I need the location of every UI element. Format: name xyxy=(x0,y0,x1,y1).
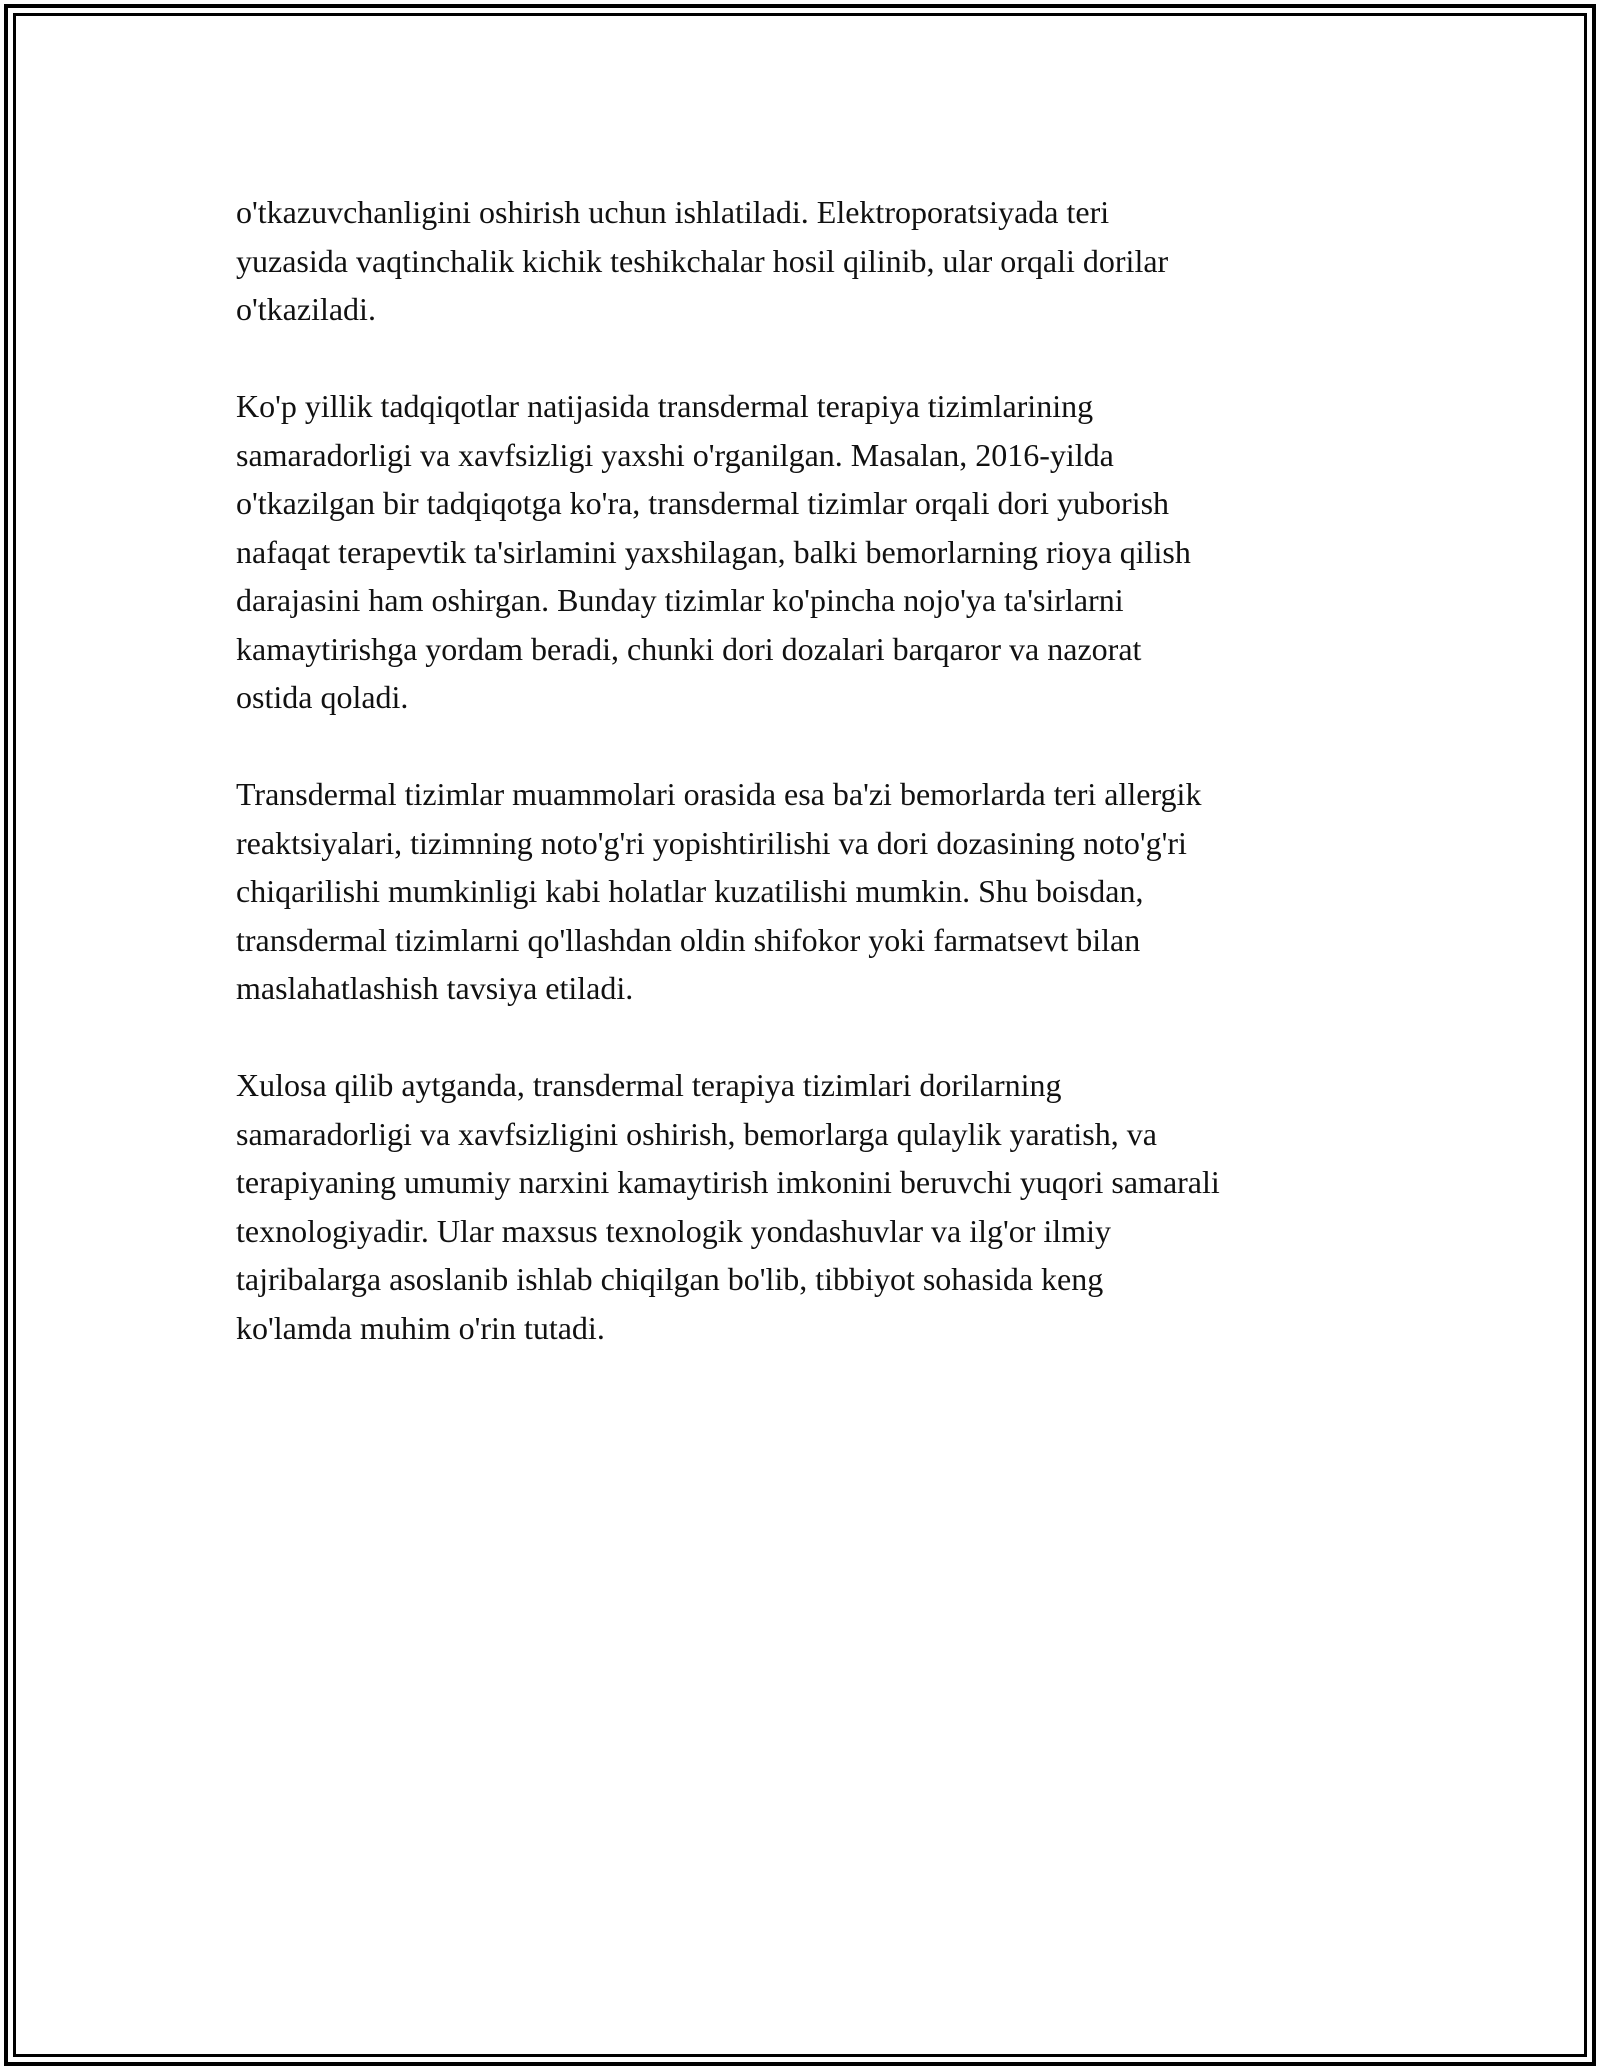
text-line: o'tkaziladi. xyxy=(236,291,376,327)
paragraph-research xyxy=(236,382,1396,722)
text-line: tajribalarga asoslanib ishlab chiqilgan bo'lib, tibbiyot sohasida keng xyxy=(236,1261,1104,1297)
text-line: texnologiyadir. Ular maxsus texnologik yondashuvlar va ilg'or ilmiy xyxy=(236,1212,1111,1249)
text-line: o'tkazuvchanligini oshirish uchun ishlatiladi. Elektroporatsiyada teri xyxy=(236,194,1110,230)
text-line: reaktsiyalari, tizimning noto'g'ri yopishtirilishi va dori dozasining noto'g'ri xyxy=(236,824,1187,861)
text-line: Xulosa qilib aytganda, transdermal terapiya tizimlari dorilarning xyxy=(236,1067,1062,1103)
text-line: darajasini ham oshirgan. Bunday tizimlar ko'pincha nojo'ya ta'sirlarni xyxy=(236,582,1124,618)
text-line: yuzasida vaqtinchalik kichik teshikchalar hosil qilinib, ular orqali dorilar xyxy=(236,242,1169,279)
document-body xyxy=(236,188,1396,1401)
text-line: ko'lamda muhim o'rin tutadi. xyxy=(236,1309,605,1346)
text-line: samaradorligi va xavfsizligini oshirish, bemorlarga qulaylik yaratish, va xyxy=(236,1115,1157,1152)
paragraph-electroporation xyxy=(236,188,1396,334)
paragraph-problems xyxy=(236,770,1396,1013)
text-line: terapiyaning umumiy narxini kamaytirish imkonini beruvchi yuqori samarali xyxy=(236,1164,1220,1200)
text-line: nafaqat terapevtik ta'sirlamini yaxshilagan, balki bemorlarning rioya qilish xyxy=(236,533,1191,570)
text-line: Transdermal tizimlar muammolari orasida esa ba'zi bemorlarda teri allergik xyxy=(236,776,1202,812)
text-line: kamaytirishga yordam beradi, chunki dori dozalari barqaror va nazorat xyxy=(236,630,1142,667)
text-line: transdermal tizimlarni qo'llashdan oldin shifokor yoki farmatsevt bilan xyxy=(236,921,1141,958)
paragraph-conclusion xyxy=(236,1061,1396,1352)
text-line: ostida qoladi. xyxy=(236,679,409,715)
text-line: Ko'p yillik tadqiqotlar natijasida transdermal terapiya tizimlarining xyxy=(236,388,1094,424)
text-line: samaradorligi va xavfsizligi yaxshi o'rganilgan. Masalan, 2016-yilda xyxy=(236,436,1114,473)
text-line: chiqarilishi mumkinligi kabi holatlar kuzatilishi mumkin. Shu boisdan, xyxy=(236,873,1144,909)
text-line: maslahatlashish tavsiya etiladi. xyxy=(236,970,634,1006)
text-line: o'tkazilgan bir tadqiqotga ko'ra, transdermal tizimlar orqali dori yuborish xyxy=(236,485,1170,521)
